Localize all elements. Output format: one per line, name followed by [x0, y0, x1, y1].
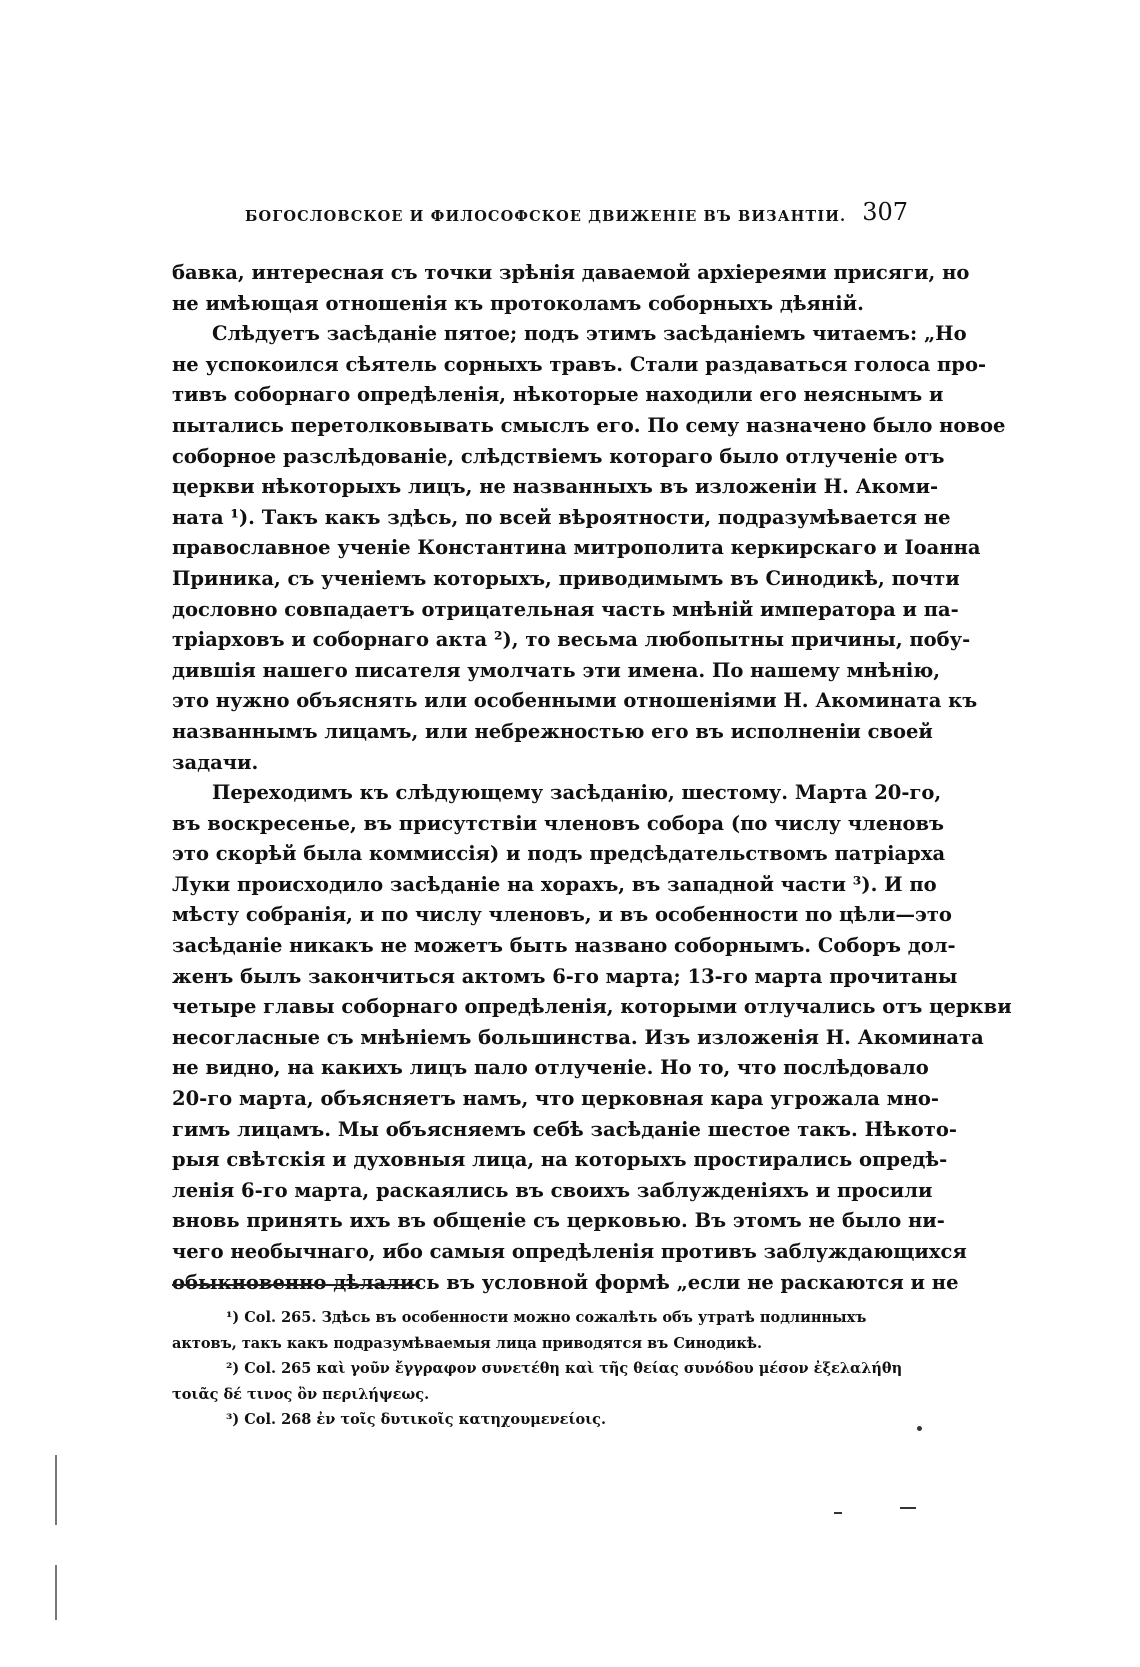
text-line: засѣданіе никакъ не можетъ быть названо соборнымъ. Соборъ дол- [172, 934, 956, 958]
page-number: 307 [862, 198, 908, 226]
text-line: это нужно объяснять или особенными отношеніями Н. Акомината къ [172, 689, 978, 713]
text-line: обыкновенно дѣлались въ условной формѣ „если не раскаются и не [172, 1270, 959, 1294]
text-line: ленія 6-го марта, раскаялись въ своихъ заблужденіяхъ и просили [172, 1178, 933, 1202]
text-line: тивъ соборнаго опредѣленія, нѣкоторые находили его неяснымъ и [172, 383, 944, 407]
scan-speck [917, 1426, 922, 1431]
text-line: Приника, съ ученіемъ которыхъ, приводимымъ въ Синодикѣ, почти [172, 566, 960, 590]
footnote-line: ³) Col. 268 ἐν τοῖς δυτικοῖς κατηχουμενείοις. [226, 1411, 607, 1428]
text-line: пытались перетолковывать смыслъ его. По сему назначено было новое [172, 413, 1006, 437]
text-line: задачи. [172, 750, 259, 774]
text-line: четыре главы соборнаго опредѣленія, которыми отлучались отъ церкви [172, 995, 1012, 1019]
text-line: Слѣдуетъ засѣданіе пятое; подъ этимъ засѣданіемъ читаемъ: „Но [212, 322, 967, 346]
footnote-line: ¹) Col. 265. Здѣсь въ особенности можно сожалѣть объ утратѣ подлинныхъ [226, 1309, 867, 1326]
text-line: въ воскресенье, въ присутствіи членовъ собора (по числу членовъ [172, 811, 944, 835]
text-line: чего необычнаго, ибо самыя опредѣленія противъ заблуждающихся [172, 1240, 967, 1263]
text-line: церкви нѣкоторыхъ лицъ, не названныхъ въ изложеніи Н. Акоми- [172, 475, 939, 499]
text-line: православное ученіе Константина митрополита керкирскаго и Іоанна [172, 536, 981, 560]
scan-margin-line [55, 1565, 57, 1620]
text-line: гимъ лицамъ. Мы объясняемъ себѣ засѣданіе шестое такъ. Нѣкото- [172, 1117, 957, 1141]
text-line: ната ¹). Такъ какъ здѣсь, по всей вѣроятности, подразумѣвается не [172, 505, 951, 529]
text-line: соборное разслѣдованіе, слѣдствіемъ котораго было отлученіе отъ [172, 444, 945, 468]
footnote-line: ²) Col. 265 καὶ γοῦν ἔγγραφον συνετέθη καὶ τῆς θείας συνόδου μέσον ἐξελαλήθη [226, 1360, 903, 1377]
text-line: рыя свѣтскія и духовныя лица, на которыхъ простирались опредѣ- [172, 1148, 948, 1172]
text-line: названнымъ лицамъ, или небрежностью его въ исполненіи своей [172, 719, 933, 743]
text-line: Луки происходило засѣданіе на хорахъ, въ западной части ³). И по [172, 872, 937, 896]
footnote-divider [172, 1284, 420, 1286]
text-line: тріарховъ и соборнаго акта ²), то весьма любопытны причины, побу- [172, 628, 971, 652]
footnotes [172, 1305, 912, 1433]
text-line: дословно совпадаетъ отрицательная часть мнѣній императора и па- [172, 597, 959, 621]
text-line: бавка, интересная съ точки зрѣнія даваемой архіереями присяги, но [172, 261, 970, 284]
text-line: мѣсту собранія, и по числу членовъ, и въ особенности по цѣли—это [172, 903, 952, 927]
text-line: это скорѣй была коммиссія) и подъ предсѣдательствомъ патріарха [172, 842, 946, 866]
text-line: не видно, на какихъ лицъ пало отлученіе. Но то, что послѣдовало [172, 1056, 929, 1080]
text-line: Переходимъ къ слѣдующему засѣданію, шестому. Марта 20-го, [212, 781, 942, 805]
text-line: 20-го марта, объясняетъ намъ, что церковная кара угрожала мно- [172, 1087, 940, 1111]
body-text [172, 258, 1012, 1298]
text-line: женъ былъ закончиться актомъ 6-го марта; 13-го марта прочитаны [172, 964, 958, 988]
text-line: не успокоился сѣятель сорныхъ травъ. Стали раздаваться голоса про- [172, 352, 987, 376]
page-header [175, 198, 908, 232]
footnote-line: τοιᾶς δέ τινος ὂν περιλήψεως. [172, 1385, 430, 1403]
scan-dash [900, 1507, 916, 1509]
text-line: вновь принять ихъ въ общеніе съ церковью. Въ этомъ не было ни- [172, 1209, 945, 1233]
running-head: БОГОСЛОВСКОЕ И ФИЛОСОФСКОЕ ДВИЖЕНІЕ ВЪ ВИЗАНТІИ. [245, 208, 847, 225]
text-line: несогласные съ мнѣніемъ большинства. Изъ изложенія Н. Акомината [172, 1025, 984, 1049]
text-line: дившія нашего писателя умолчать эти имена. По нашему мнѣнію, [172, 658, 941, 682]
text-line: не имѣющая отношенія къ протоколамъ соборныхъ дѣяній. [172, 291, 864, 315]
footnote-line: актовъ, такъ какъ подразумѣваемыя лица приводятся въ Синодикѣ. [172, 1334, 763, 1352]
scan-dash [834, 1512, 842, 1514]
scan-margin-line [55, 1455, 57, 1525]
